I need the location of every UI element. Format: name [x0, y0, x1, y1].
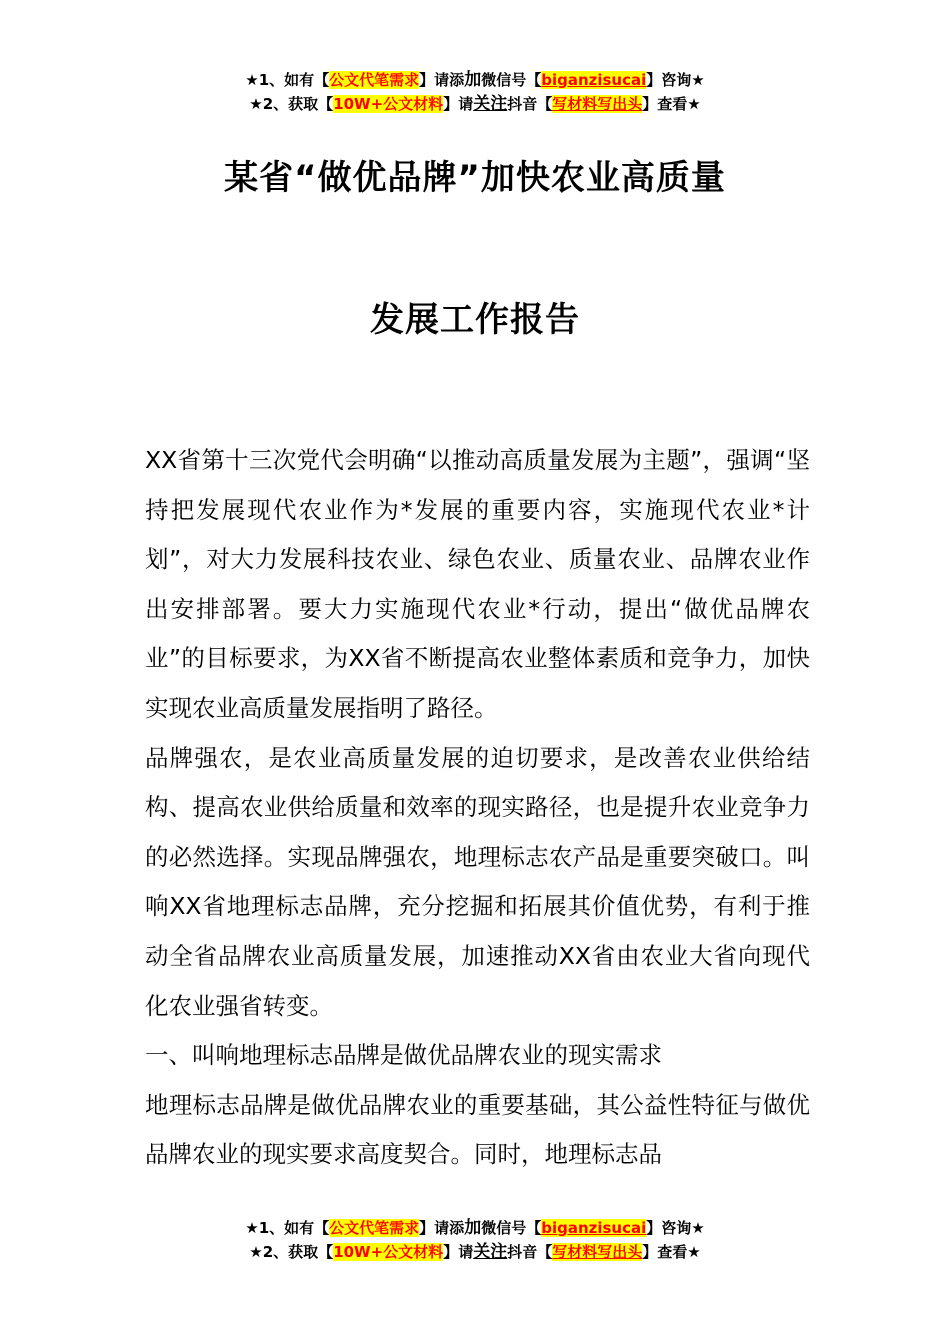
banner-douyin-account: 写材料写出头 [552, 1243, 643, 1261]
banner-text: 关注 [473, 94, 508, 114]
banner-text: ★1、如有【 [245, 71, 330, 89]
banner-text: ★1、如有【 [245, 1219, 330, 1237]
banner-text: 】请 [443, 95, 474, 113]
banner-text: 微信号【 [481, 71, 542, 89]
banner-line-2 [0, 1240, 950, 1264]
bottom-banner [0, 1216, 950, 1264]
top-banner [0, 68, 950, 116]
banner-text: 抖音【 [507, 95, 553, 113]
banner-line-2 [0, 92, 950, 116]
banner-highlight-materials: 10W+公文材料 [333, 95, 444, 113]
document-body [145, 436, 810, 1180]
paragraph-2: 品牌强农，是农业高质量发展的迫切要求，是改善农业供给结构、提高农业供给质量和效率的现实路径，也是提升农业竞争力的必然选择。实现品牌强农，地理标志农产品是重要突破口。叫响XX省地理标志品牌，充分挖掘和拓展其价值优势，有利于推动全省品牌农业高质量发展，加速推动XX省由农业大省向现代化农业强省转变。 [145, 743, 810, 1020]
banner-text: 关注 [473, 1242, 508, 1262]
banner-text: 】查看★ [642, 95, 701, 113]
banner-text: ★2、获取【 [249, 1243, 334, 1261]
banner-text: 】请 [443, 1243, 474, 1261]
document-title-line-1: 某省“做优品牌”加快农业高质量 [224, 158, 726, 198]
paragraph-3: 地理标志品牌是做优品牌农业的重要基础，其公益性特征与做优品牌农业的现实要求高度契合。同时，地理标志品 [145, 1090, 810, 1169]
banner-text: 加 [464, 70, 482, 90]
banner-line-1 [0, 1216, 950, 1240]
banner-highlight-materials: 10W+公文材料 [333, 1243, 444, 1261]
banner-text: 微信号【 [481, 1219, 542, 1237]
banner-line-1 [0, 68, 950, 92]
banner-wechat-id: biganzisucai [541, 1219, 647, 1237]
banner-text: 】请添 [419, 1219, 465, 1237]
banner-text: 】查看★ [642, 1243, 701, 1261]
section-heading-1: 一、叫响地理标志品牌是做优品牌农业的现实需求 [145, 1041, 662, 1070]
banner-text: ★2、获取【 [249, 95, 334, 113]
banner-highlight-service: 公文代笔需求 [329, 71, 420, 89]
banner-text: 】咨询★ [646, 1219, 705, 1237]
banner-text: 】咨询★ [646, 71, 705, 89]
paragraph-1: XX省第十三次党代会明确“以推动高质量发展为主题”，强调“坚持把发展现代农业作为*发展的重要内容，实施现代农业*计划”，对大力发展科技农业、绿色农业、质量农业、品牌农业作出安排部署。要大力实施现代农业*行动，提出“做优品牌农业”的目标要求，为XX省不断提高农业整体素质和竞争力，加快实现农业高质量发展指明了路径。 [145, 446, 810, 722]
banner-text: 抖音【 [507, 1243, 553, 1261]
document-title-line-2: 发展工作报告 [370, 300, 580, 340]
banner-text: 】请添 [419, 71, 465, 89]
banner-wechat-id: biganzisucai [541, 71, 647, 89]
banner-highlight-service: 公文代笔需求 [329, 1219, 420, 1237]
banner-douyin-account: 写材料写出头 [552, 95, 643, 113]
banner-text: 加 [464, 1218, 482, 1238]
